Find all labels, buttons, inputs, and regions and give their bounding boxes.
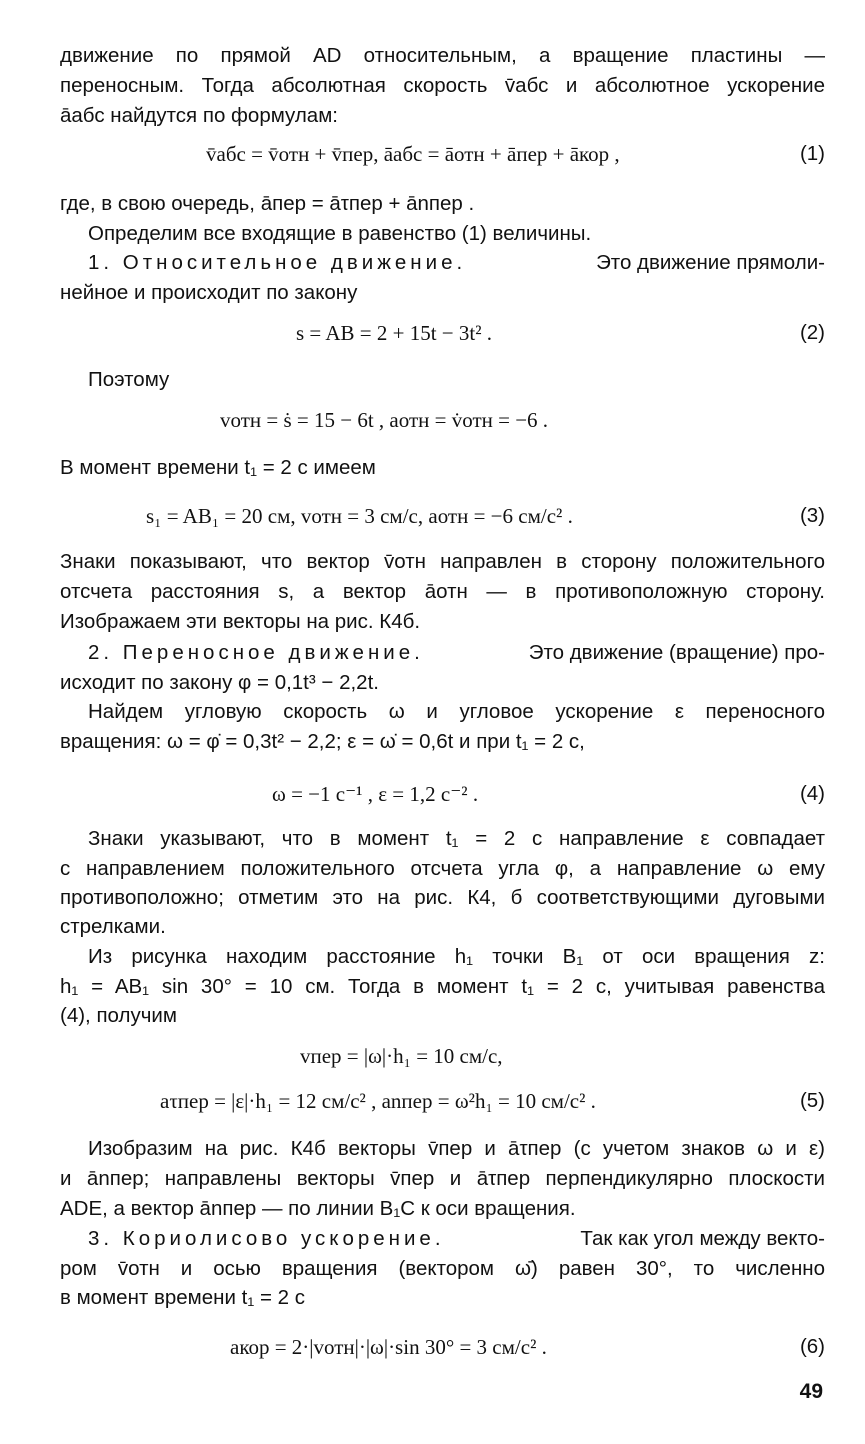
text-line: Из рисунка находим расстояние h₁ точки B₁ от оси вращения z: xyxy=(88,945,825,968)
formula-expression: v̄абс = v̄отн + v̄пер, āабс = āотн + āпер + āкор , xyxy=(206,142,620,166)
equation-number: (5) xyxy=(799,1089,825,1112)
text-line: Изображаем эти векторы на рис. К4б. xyxy=(60,610,421,633)
formula-expression: vпер = |ω|·h₁ = 10 см/с, xyxy=(300,1044,503,1068)
text-line: движение по прямой AD относительным, а вращение пластины — xyxy=(60,44,825,67)
text-line: ром v̄отн и осью вращения (вектором ω̄) равен 30°, то численно xyxy=(60,1257,825,1280)
formula-expression: ω = −1 с⁻¹ , ε = 1,2 с⁻² . xyxy=(272,782,479,806)
section-heading-line xyxy=(88,641,825,665)
text-fragment: Так как угол между векто- xyxy=(580,1227,825,1250)
text-line: В момент времени t₁ = 2 с имеем xyxy=(60,456,376,479)
text-line: Изобразим на рис. К4б векторы v̄пер и āτпер (с учетом знаков ω и ε) xyxy=(88,1137,825,1160)
text-line: (4), получим xyxy=(60,1004,177,1027)
equation-number: (6) xyxy=(799,1335,825,1358)
formula-expression: s₁ = AB₁ = 20 см, vотн = 3 см/с, aотн = −6 см/с² . xyxy=(146,504,573,528)
text-line: h₁ = AB₁ sin 30° = 10 см. Тогда в момент t₁ = 2 с, учитывая равенства xyxy=(60,975,825,998)
text-line: Поэтому xyxy=(88,368,170,391)
text-line: переносным. Тогда абсолютная скорость v̄абс и абсолютное ускорение xyxy=(60,74,825,97)
text-line: исходит по закону φ = 0,1t³ − 2,2t. xyxy=(60,671,379,694)
page-number: 49 xyxy=(799,1380,823,1403)
text-line: нейное и происходит по закону xyxy=(60,281,358,304)
text-line: где, в свою очередь, āпер = āτпер + ānпер . xyxy=(60,192,475,215)
text-line: с направлением положительного отсчета угла φ, а направление ω ему xyxy=(60,857,825,880)
formula-expression: vотн = ṡ = 15 − 6t , aотн = v̇отн = −6 . xyxy=(220,408,549,432)
section-heading: 3. Кориолисово ускорение. xyxy=(88,1227,445,1250)
text-fragment: Это движение прямоли- xyxy=(596,251,825,274)
text-fragment: Это движение (вращение) про- xyxy=(528,641,825,664)
section-heading-line xyxy=(88,251,825,275)
text-line: противоположно; отметим это на рис. К4, б соответствующими дуговыми xyxy=(60,886,825,909)
section-heading: 2. Переносное движение. xyxy=(88,641,424,664)
text-line: ADE, а вектор ānпер — по линии B₁C к оси вращения. xyxy=(60,1197,576,1220)
text-line: Знаки указывают, что в момент t₁ = 2 с направление ε совпадает xyxy=(88,827,825,850)
text-line: вращения: ω = φ̇ = 0,3t² − 2,2; ε = ω̇ = 0,6t и при t₁ = 2 с, xyxy=(60,730,585,753)
equation-number: (2) xyxy=(799,321,825,344)
section-heading: 1. Относительное движение. xyxy=(88,251,467,274)
text-line: и ānпер; направлены векторы v̄пер и āτпер перпендикулярно плоскости xyxy=(60,1167,825,1190)
equation-number: (1) xyxy=(799,142,825,165)
section-heading-line xyxy=(88,1227,825,1251)
formula-expression: aкор = 2·|vотн|·|ω|·sin 30° = 3 см/с² . xyxy=(230,1335,547,1359)
text-line: āабс найдутся по формулам: xyxy=(60,104,338,127)
text-line: Знаки показывают, что вектор v̄отн направлен в сторону положительного xyxy=(60,550,825,573)
text-line: отсчета расстояния s, а вектор āотн — в противоположную сторону. xyxy=(60,580,825,603)
text-line: Найдем угловую скорость ω и угловое ускорение ε переносного xyxy=(88,700,825,723)
text-line: Определим все входящие в равенство (1) величины. xyxy=(88,222,592,245)
equation-number: (3) xyxy=(799,504,825,527)
text-line: стрелками. xyxy=(60,915,166,938)
formula-expression: aτпер = |ε|·h₁ = 12 см/с² , anпер = ω²h₁ = 10 см/с² . xyxy=(160,1089,596,1113)
text-line: в момент времени t₁ = 2 с xyxy=(60,1286,305,1309)
equation-number: (4) xyxy=(799,782,825,805)
formula-expression: s = AB = 2 + 15t − 3t² . xyxy=(296,321,493,345)
